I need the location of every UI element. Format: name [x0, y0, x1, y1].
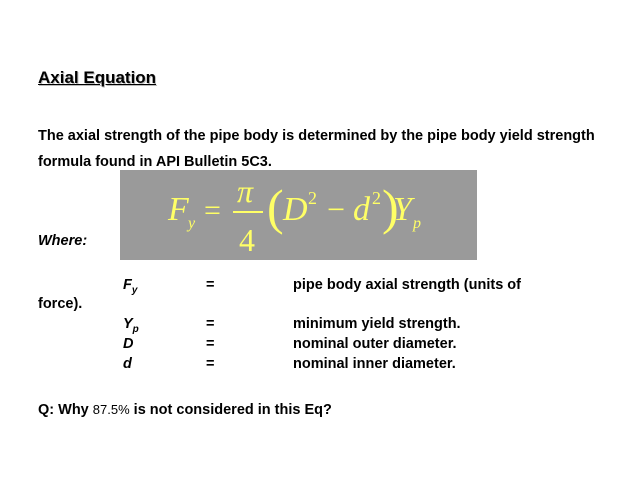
- definition-equals-yp: =: [206, 316, 215, 332]
- eq-close-paren: ): [382, 179, 399, 235]
- definition-text-d: nominal inner diameter.: [293, 356, 456, 372]
- eq-d-exp: 2: [372, 188, 381, 208]
- eq-open-paren: (: [267, 179, 284, 235]
- definition-equals-d: =: [206, 356, 215, 372]
- eq-Y: Y: [393, 191, 412, 228]
- eq-D: D: [283, 191, 308, 228]
- eq-denominator: 4: [239, 222, 255, 258]
- definition-text-fy-wrap: force).: [38, 296, 83, 312]
- definition-text-fy: pipe body axial strength (units of: [293, 277, 521, 293]
- eq-lhs: F: [168, 191, 189, 228]
- where-label: Where:: [38, 233, 88, 249]
- eq-D-exp: 2: [308, 188, 317, 208]
- question-suffix: is not considered in this Eq?: [129, 402, 332, 418]
- eq-Y-sub: p: [413, 215, 421, 232]
- definition-equals-D: =: [206, 336, 215, 352]
- definition-symbol-d: d: [123, 356, 132, 372]
- eq-d: d: [353, 191, 370, 228]
- question-prefix: Q: Why: [38, 402, 93, 418]
- intro-paragraph: The axial strength of the pipe body is determined by the pipe body yield strength formula found in API Bulletin 5C3.: [38, 128, 595, 170]
- eq-lhs-sub: y: [188, 215, 196, 232]
- question-percentage: 87.5%: [92, 402, 130, 417]
- slide-title: Axial Equation: [38, 68, 157, 87]
- definition-equals-fy: =: [206, 277, 215, 293]
- definition-symbol-yp: $Y_p$: [123, 316, 139, 335]
- equation-box: [120, 170, 477, 260]
- equation-graphic: [120, 170, 477, 260]
- question-text: [38, 402, 332, 418]
- definition-symbol-fy: $F_y$: [123, 277, 138, 296]
- definition-symbol-D: D: [123, 336, 134, 352]
- definition-text-D: nominal outer diameter.: [293, 336, 457, 352]
- definition-text-yp: minimum yield strength.: [293, 316, 461, 332]
- eq-minus: −: [327, 191, 346, 227]
- eq-equals: =: [204, 194, 221, 227]
- eq-numerator: π: [237, 173, 254, 209]
